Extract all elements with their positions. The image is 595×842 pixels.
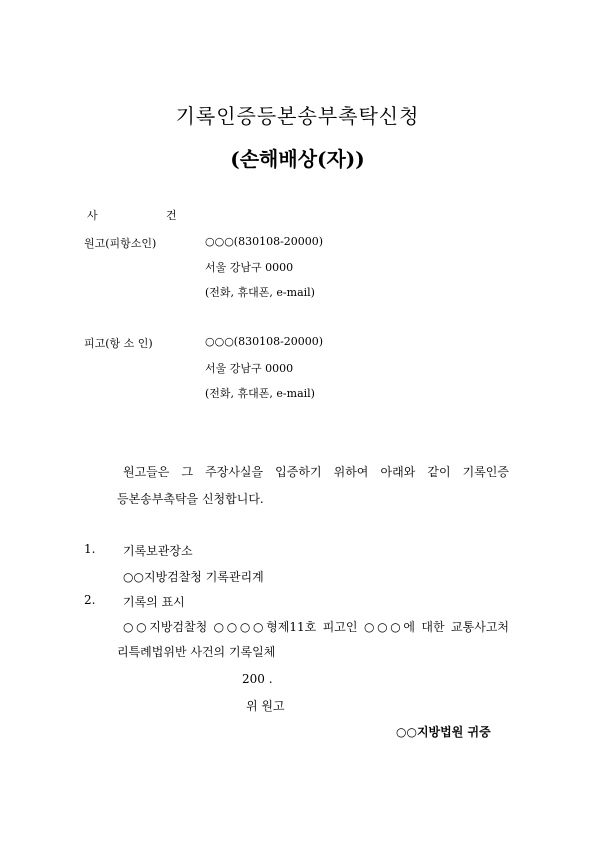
court-addressee: ○○지방법원 귀중 xyxy=(396,725,491,739)
plaintiff-address: 서울 강남구 0000 xyxy=(205,261,294,274)
item-1-line-1: ○○지방검찰청 기록관리계 xyxy=(123,570,264,584)
item-2-number: 2. xyxy=(84,593,96,607)
defendant-label: 피고(항 소 인) xyxy=(84,337,153,350)
plaintiff-name: ○○○(830108-20000) xyxy=(205,235,324,248)
defendant-contact: (전화, 휴대폰, e-mail) xyxy=(205,387,315,400)
defendant-address: 서울 강남구 0000 xyxy=(205,362,294,375)
signature: 위 원고 xyxy=(246,699,285,713)
body-line-1: 원고들은 그 주장사실을 입증하기 위하여 아래와 같이 기록인증 xyxy=(123,465,509,479)
document-subtitle: (손해배상(자)) xyxy=(230,147,365,171)
item-1-heading: 기록보관장소 xyxy=(123,544,193,558)
case-label-a: 사 xyxy=(87,209,98,222)
item-1-number: 1. xyxy=(84,542,96,556)
plaintiff-contact: (전화, 휴대폰, e-mail) xyxy=(205,286,315,299)
plaintiff-label: 원고(피항소인) xyxy=(84,237,157,250)
body-line-2: 등본송부촉탁을 신청합니다. xyxy=(117,492,264,506)
case-label-b: 건 xyxy=(166,209,177,222)
item-2-line-1: ○○지방검찰청 ○○○○형제11호 피고인 ○○○에 대한 교통사고처 xyxy=(123,620,509,634)
item-2-heading: 기록의 표시 xyxy=(123,595,185,609)
defendant-name: ○○○(830108-20000) xyxy=(205,335,324,348)
document-title: 기록인증등본송부촉탁신청 xyxy=(175,104,420,128)
item-2-line-2: 리특례법위반 사건의 기록일체 xyxy=(117,645,276,659)
date: 200 . xyxy=(242,672,273,686)
